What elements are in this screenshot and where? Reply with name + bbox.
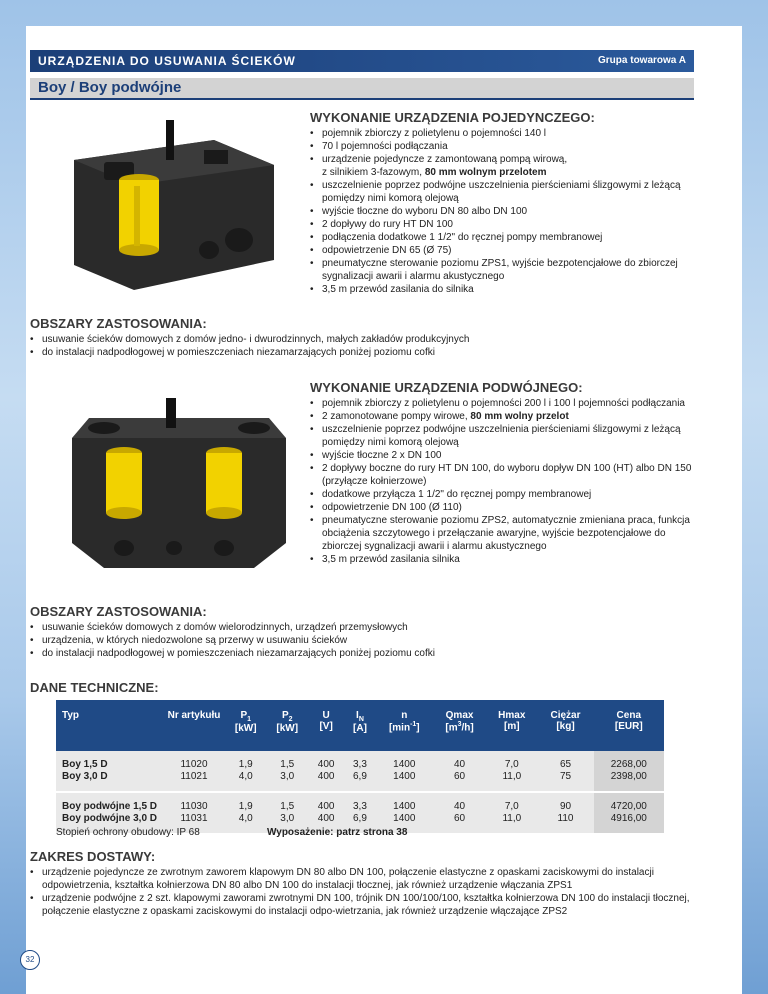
table-row	[56, 751, 664, 791]
list-item: • urządzenie pojedyncze ze zwrotnym zaworem klapowym DN 80 albo DN 100, połączenie elastyczne z opaskami zaciskowymi do instalacji odpowietrzenia, kształtka kołnierzowa DN 80 albo DN 100 do instalacji tłocznej, jak również urządzenie włączania ZPS1	[30, 866, 700, 892]
list-item: • 3,5 m przewód zasilania do silnika	[310, 283, 695, 296]
areas1-heading: OBSZARY ZASTOSOWANIA:	[30, 316, 207, 331]
table-cell: 400 400	[308, 793, 344, 833]
single-spec-list	[310, 127, 695, 296]
page-title: Boy / Boy podwójne	[38, 79, 182, 96]
areas2-heading: OBSZARY ZASTOSOWANIA:	[30, 604, 207, 619]
tech-table	[56, 700, 664, 833]
col-header: $P_1$ [kW]	[225, 700, 267, 751]
tech-header-row	[56, 700, 664, 751]
motor-line-prefix: z silnikiem 3-fazowym,	[322, 167, 425, 178]
motor-line-bold: 80 mm wolnym przelotem	[424, 167, 547, 178]
table-cell: 400 400	[308, 751, 344, 791]
table-cell: 1,5 3,0	[267, 751, 309, 791]
list-item-text: 2 zamonotowane pompy wirowe,	[322, 411, 471, 422]
double-spec-list	[310, 397, 695, 566]
table-cell: 3,3 6,9	[344, 793, 375, 833]
delivery-heading: ZAKRES DOSTAWY:	[30, 849, 156, 864]
list-item: • do instalacji nadpodłogowej w pomieszczeniach niezamarzających poniżej poziomu cofki	[30, 346, 690, 359]
table-cell: Boy 1,5 D Boy 3,0 D	[56, 751, 163, 791]
col-header: $P_2$ [kW]	[267, 700, 309, 751]
list-item: • pojemnik zbiorczy z polietylenu o pojemności 200 l i 100 l pojemności podłączania	[310, 397, 695, 410]
group-label: Grupa towarowa A	[598, 55, 686, 66]
single-unit-image	[64, 120, 284, 295]
list-item: • 2 dopływy do rury HT DN 100	[310, 218, 695, 231]
col-header: Nr artykułu	[163, 700, 225, 751]
areas1-list	[30, 333, 690, 359]
category-bar	[30, 50, 694, 72]
list-item: • urządzenia, w których niedozwolone są przerwy w usuwaniu ścieków	[30, 634, 690, 647]
col-header: Hmax [m]	[486, 700, 537, 751]
table-cell: 11030 11031	[163, 793, 225, 833]
table-cell: 11020 11021	[163, 751, 225, 791]
table-cell: 7,0 11,0	[486, 793, 537, 833]
col-header: Typ	[56, 700, 163, 751]
table-cell: Boy podwójne 1,5 D Boy podwójne 3,0 D	[56, 793, 163, 833]
delivery-list	[30, 866, 700, 918]
table-cell: 1,5 3,0	[267, 793, 309, 833]
list-item: • wyjście tłoczne do wyboru DN 80 albo DN 100	[310, 205, 695, 218]
list-item: • usuwanie ścieków domowych z domów jedno- i dwurodzinnych, małych zakładów produkcyjnych	[30, 333, 690, 346]
areas2-list	[30, 621, 690, 660]
table-cell: 40 60	[433, 793, 486, 833]
table-cell: 3,3 6,9	[344, 751, 375, 791]
table-cell: 7,0 11,0	[486, 751, 537, 791]
list-item: • 70 l pojemności podłączania	[310, 140, 695, 153]
tech-heading: DANE TECHNICZNE:	[30, 680, 159, 695]
col-header: Qmax $[m^3/h]$	[433, 700, 486, 751]
table-cell: 2268,00 2398,00	[594, 751, 664, 791]
table-cell: 1400 1400	[376, 751, 433, 791]
col-header: Ciężar [kg]	[537, 700, 593, 751]
table-cell: 90 110	[537, 793, 593, 833]
table-cell: 1,9 4,0	[225, 751, 267, 791]
protection-note: Stopień ochrony obudowy: IP 68	[56, 827, 200, 838]
list-item: • pneumatyczne sterowanie poziomu ZPS1, wyjście bezpotencjałowe do zbiorczej sygnalizacji awarii i alarmu akustycznego	[310, 257, 695, 283]
list-item: • odpowietrzenie DN 65 (Ø 75)	[310, 244, 695, 257]
list-item: • urządzenie podwójne z 2 szt. klapowymi zaworami zwrotnymi DN 100, trójnik DN 100/100/100, kształtka kołnierzowa DN 100 do instalacji tłocznej, połączenie elastyczne z opaskami zaciskowymi do instalacji odpo-wietrzania, jak również urządzenie włączające ZPS2	[30, 892, 700, 918]
list-item: • dodatkowe przyłącza 1 1/2" do ręcznej pompy membranowej	[310, 488, 695, 501]
list-item: • 3,5 m przewód zasilania silnika	[310, 553, 695, 566]
list-item: • uszczelnienie poprzez podwójne uszczelnienia pierścieniami ślizgowymi z leżącą pomiędzy nimi komorą olejową	[310, 179, 695, 205]
table-cell: 1400 1400	[376, 793, 433, 833]
list-item: • odpowietrzenie DN 100 (Ø 110)	[310, 501, 695, 514]
col-header: $I_N$ [A]	[344, 700, 375, 751]
col-header: n $[\min^{-1}]$	[376, 700, 433, 751]
list-item	[310, 410, 695, 423]
double-heading: WYKONANIE URZĄDZENIA PODWÓJNEGO:	[310, 380, 583, 395]
list-item-text: urządzenie pojedyncze z zamontowaną pompą wirową,	[322, 154, 568, 165]
list-item: • pojemnik zbiorczy z polietylenu o pojemności 140 l	[310, 127, 695, 140]
equipment-note: Wyposażenie: patrz strona 38	[267, 827, 408, 838]
list-item: • uszczelnienie poprzez podwójne uszczelnienia pierścieniami ślizgowymi z leżącą pomiędzy nimi komorą olejową	[310, 423, 695, 449]
list-item: • usuwanie ścieków domowych z domów wielorodzinnych, urządzeń przemysłowych	[30, 621, 690, 634]
table-cell: 40 60	[433, 751, 486, 791]
category-title: URZĄDZENIA DO USUWANIA ŚCIEKÓW	[38, 54, 296, 68]
table-cell: 65 75	[537, 751, 593, 791]
list-item	[310, 153, 695, 179]
table-cell: 1,9 4,0	[225, 793, 267, 833]
list-item: • pneumatyczne sterowanie poziomu ZPS2, automatycznie zmieniana praca, funkcja obciążenia szczytowego i przełączanie awaryjne, wyjście bezpotencjałowe do zbiorczej sygnalizacji awarii i alarmu akustycznego	[310, 514, 695, 553]
pump-bold: 80 mm wolny przelot	[470, 411, 569, 422]
page-number: 32	[20, 950, 40, 970]
single-heading: WYKONANIE URZĄDZENIA POJEDYNCZEGO:	[310, 110, 595, 125]
list-item: • 2 dopływy boczne do rury HT DN 100, do wyboru dopływ DN 100 (HT) albo DN 150 (przyłącze kołnierzowe)	[310, 462, 695, 488]
list-item: • podłączenia dodatkowe 1 1/2" do ręcznej pompy membranowej	[310, 231, 695, 244]
col-header: Cena [EUR]	[594, 700, 664, 751]
list-item: • do instalacji nadpodłogowej w pomieszczeniach niezamarzających poniżej poziomu cofki	[30, 647, 690, 660]
title-bar	[30, 78, 694, 100]
col-header: U [V]	[308, 700, 344, 751]
table-cell: 4720,00 4916,00	[594, 793, 664, 833]
list-item: • wyjście tłoczne 2 x DN 100	[310, 449, 695, 462]
double-unit-image	[64, 398, 294, 573]
